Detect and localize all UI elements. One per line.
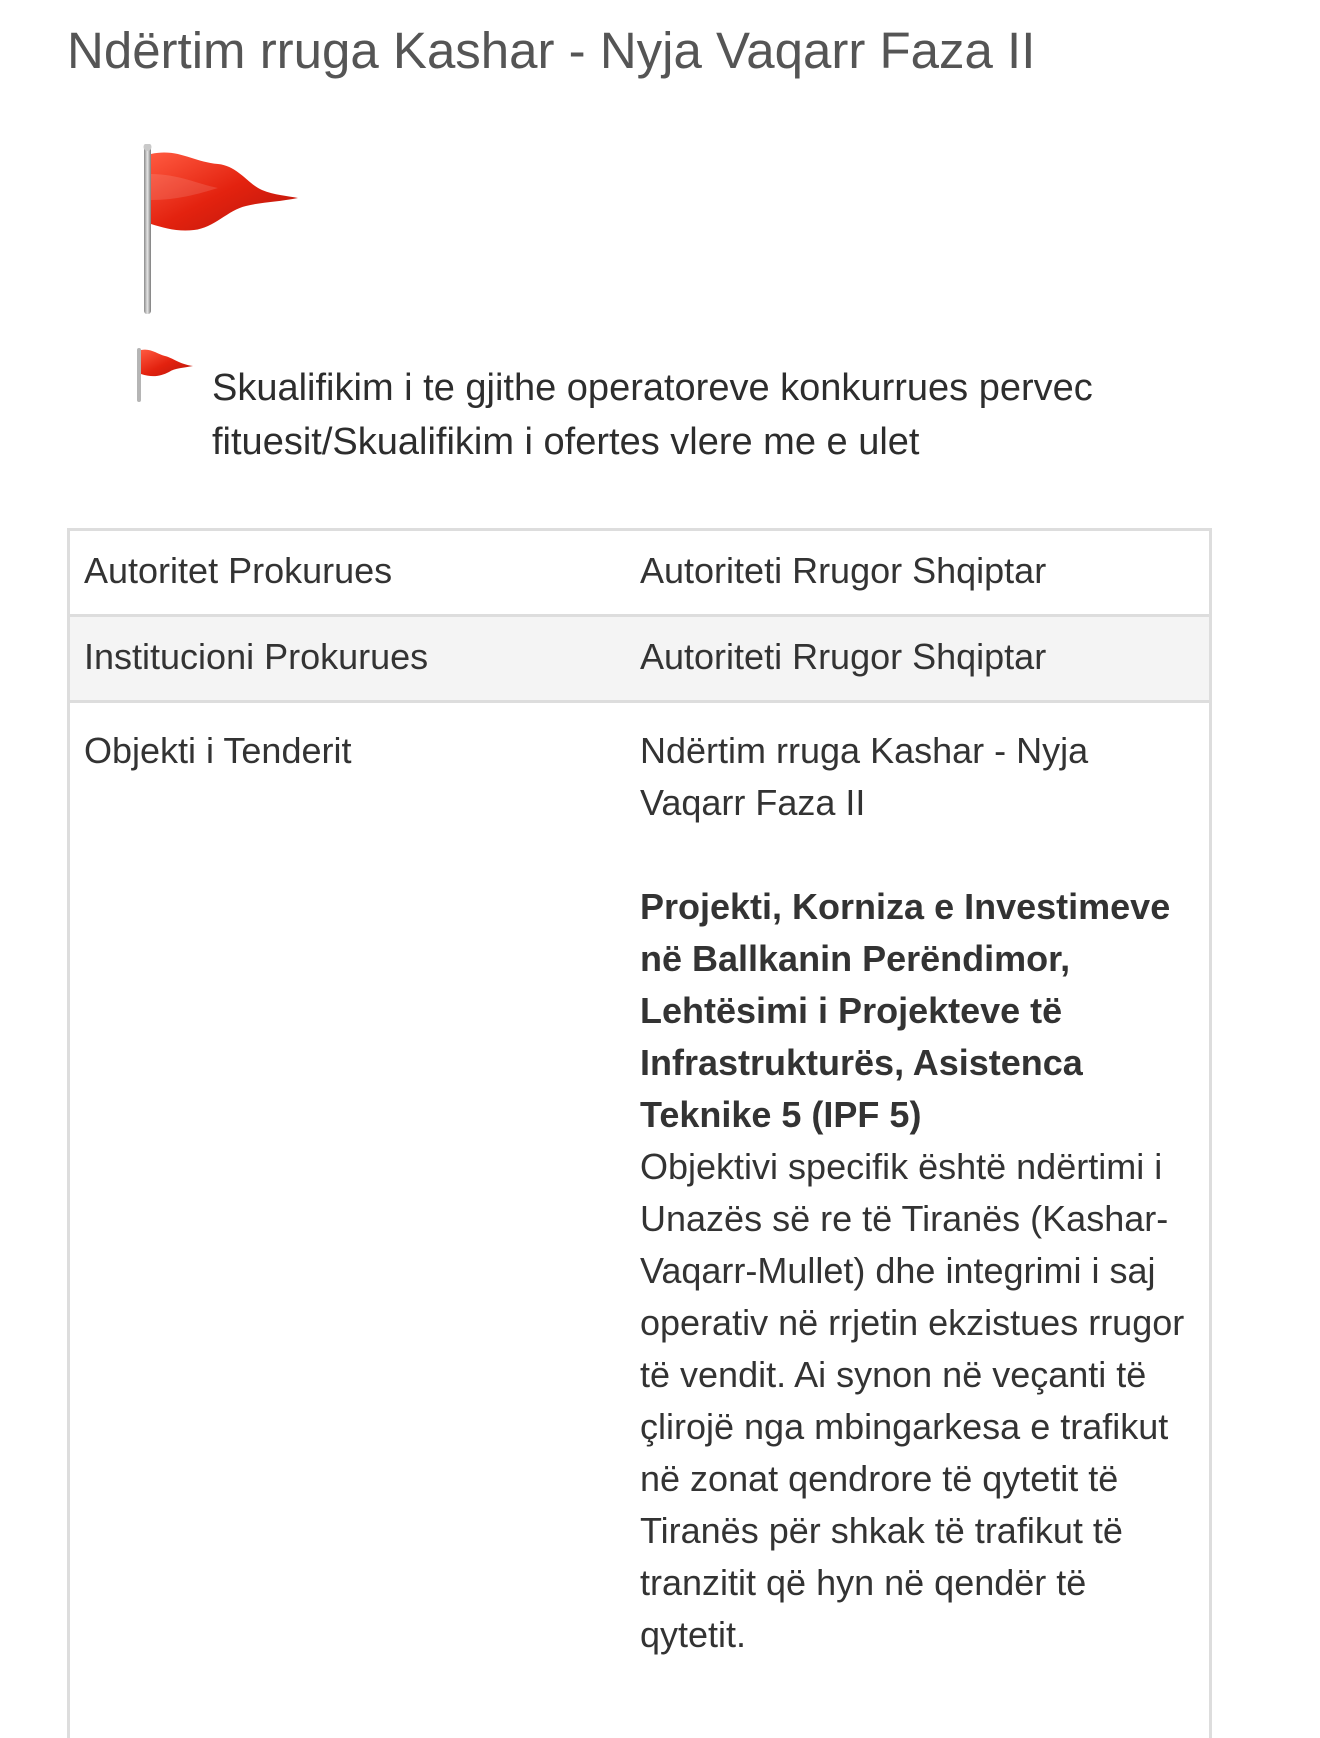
project-name: Projekti, Korniza e Investimeve në Ballkanin Perëndimor, Lehtësimi i Projekteve të Infrastrukturës, Asistenca Teknike 5 (IPF 5) xyxy=(640,886,1171,1135)
table-row xyxy=(70,617,1209,703)
row-label-contracting-authority: Autoritet Prokurues xyxy=(84,550,393,591)
row-value-contracting-authority: Autoriteti Rrugor Shqiptar xyxy=(640,550,1047,591)
tender-object-title: Ndërtim rruga Kashar - Nyja Vaqarr Faza II xyxy=(640,730,1089,823)
red-flag-icon xyxy=(135,346,195,402)
red-flag-icon xyxy=(138,144,302,316)
table-row xyxy=(70,703,1209,1661)
disqualification-notice: Skualifikim i te gjithe operatoreve konkurrues pervec fituesit/Skualifikim i ofertes vlere me e ulet xyxy=(212,367,1093,463)
tender-details-table xyxy=(67,528,1212,1738)
table-row xyxy=(70,531,1209,617)
row-value-tender-object xyxy=(640,703,1209,1661)
row-value-procuring-institution: Autoriteti Rrugor Shqiptar xyxy=(640,636,1047,677)
page-title: Ndërtim rruga Kashar - Nyja Vaqarr Faza II xyxy=(67,22,1036,79)
row-label-tender-object: Objekti i Tenderit xyxy=(84,730,352,771)
project-objective: Objektivi specifik është ndërtimi i Unazës së re të Tiranës (Kashar-Vaqarr-Mullet) dhe integrimi i saj operativ në rrjetin ekzistues rrugor të vendit. Ai synon në veçanti të çlirojë nga mbingarkesa e trafikut në zonat qendrore të qytetit të Tiranës për shkak të trafikut të tranzitit që hyn në qendër të qytetit. xyxy=(640,1146,1185,1655)
row-label-procuring-institution: Institucioni Prokurues xyxy=(84,636,429,677)
